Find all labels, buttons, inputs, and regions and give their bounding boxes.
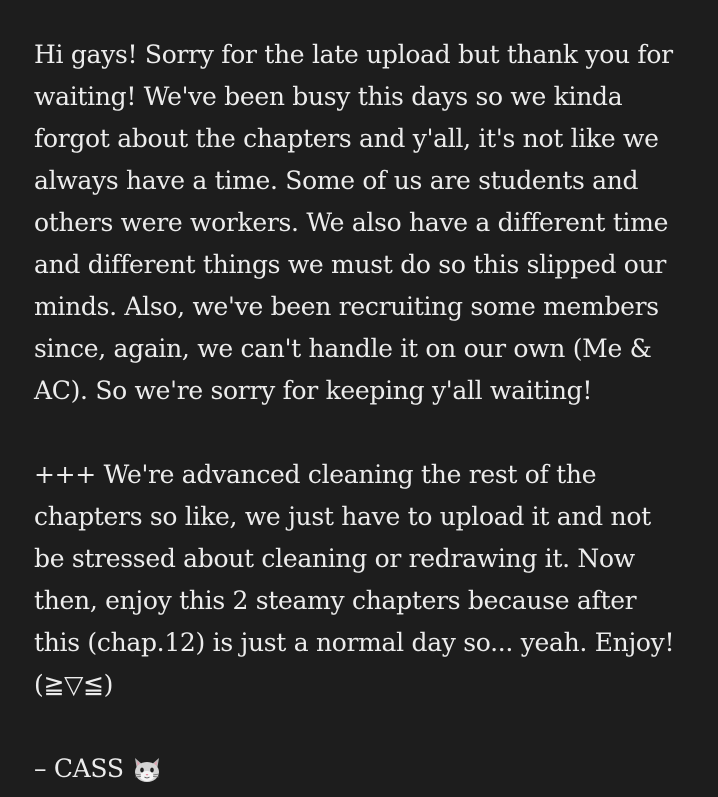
note-paragraph-1: Hi gays! Sorry for the late upload but thank you for waiting! We've been busy this days so we kinda forgot about the chapters and y'all, it's not like we always have a time. Some of us are students and others were workers. We also have a different time and different things we must do so this slipped our minds. Also, we've been recruiting some members since, again, we can't handle it on our own (Me & AC). So we're sorry for keeping y'all waiting!: [34, 40, 673, 405]
paragraph-spacer: [34, 706, 688, 748]
signature-text: – CASS: [34, 754, 124, 783]
note-paragraph-2: +++ We're advanced cleaning the rest of the chapters so like, we just have to upload it and not be stressed about cleaning or redrawing it. Now then, enjoy this 2 steamy chapters because after this (chap.12) is just a normal day so... yeah. Enjoy! (≧▽≦): [34, 460, 675, 699]
cat-face-icon: [132, 755, 162, 783]
paragraph-spacer: [34, 412, 688, 454]
signature-line: [34, 748, 688, 790]
